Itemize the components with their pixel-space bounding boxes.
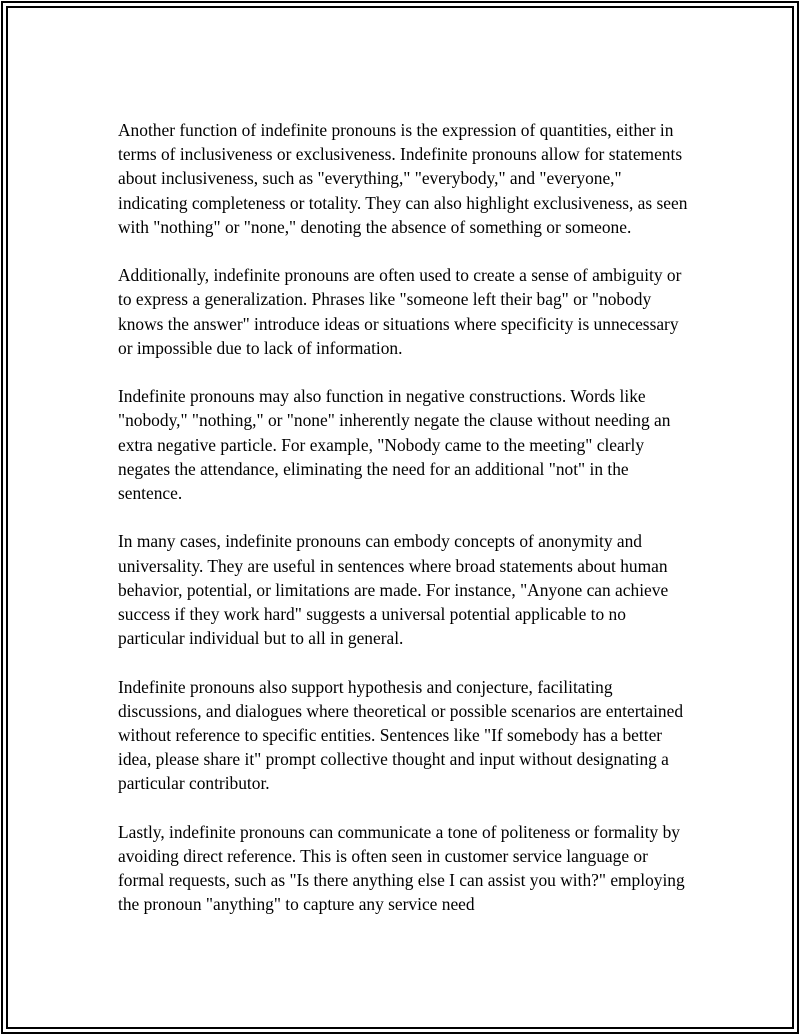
paragraph-negative-constructions: Indefinite pronouns may also function in negative constructions. Words like "nobody," "nothing," or "none" inherently negate the clause without needing an extra negative particle. For example, "Nobody came to the meeting" clearly negates the attendance, eliminating the need for an additional "not" in the sentence. xyxy=(118,386,671,504)
paragraph-politeness-formality: Lastly, indefinite pronouns can communicate a tone of politeness or formality by avoiding direct reference. This is often seen in customer service language or formal requests, such as "Is there anything else I can assist you with?" employing the pronoun "anything" to capture any service need xyxy=(118,821,685,915)
document-body xyxy=(118,118,688,941)
paragraph-anonymity-universality: In many cases, indefinite pronouns can embody concepts of anonymity and universality. They are useful in sentences where broad statements about human behavior, potential, or limitations are made. For instance, "Anyone can achieve success if they work hard" suggests a universal potential applicable to no particular individual but to all in general. xyxy=(118,531,669,649)
paragraph-quantities: Another function of indefinite pronouns is the expression of quantities, either in terms of inclusiveness or exclusiveness. Indefinite pronouns allow for statements about inclusiveness, such as "everything," "everybody," and "everyone," indicating completeness or totality. They can also highlight exclusiveness, as seen with "nothing" or "none," denoting the absence of something or someone. xyxy=(118,120,688,237)
paragraph-hypothesis-conjecture: Indefinite pronouns also support hypothesis and conjecture, facilitating discussions, and dialogues where theoretical or possible scenarios are entertained without reference to specific entities. Sentences like "If somebody has a better idea, please share it" prompt collective thought and input without designating a particular contributor. xyxy=(118,676,684,794)
paragraph-ambiguity: Additionally, indefinite pronouns are often used to create a sense of ambiguity or to express a generalization. Phrases like "someone left their bag" or "nobody knows the answer" introduce ideas or situations where specificity is unnecessary or impossible due to lack of information. xyxy=(118,265,682,358)
